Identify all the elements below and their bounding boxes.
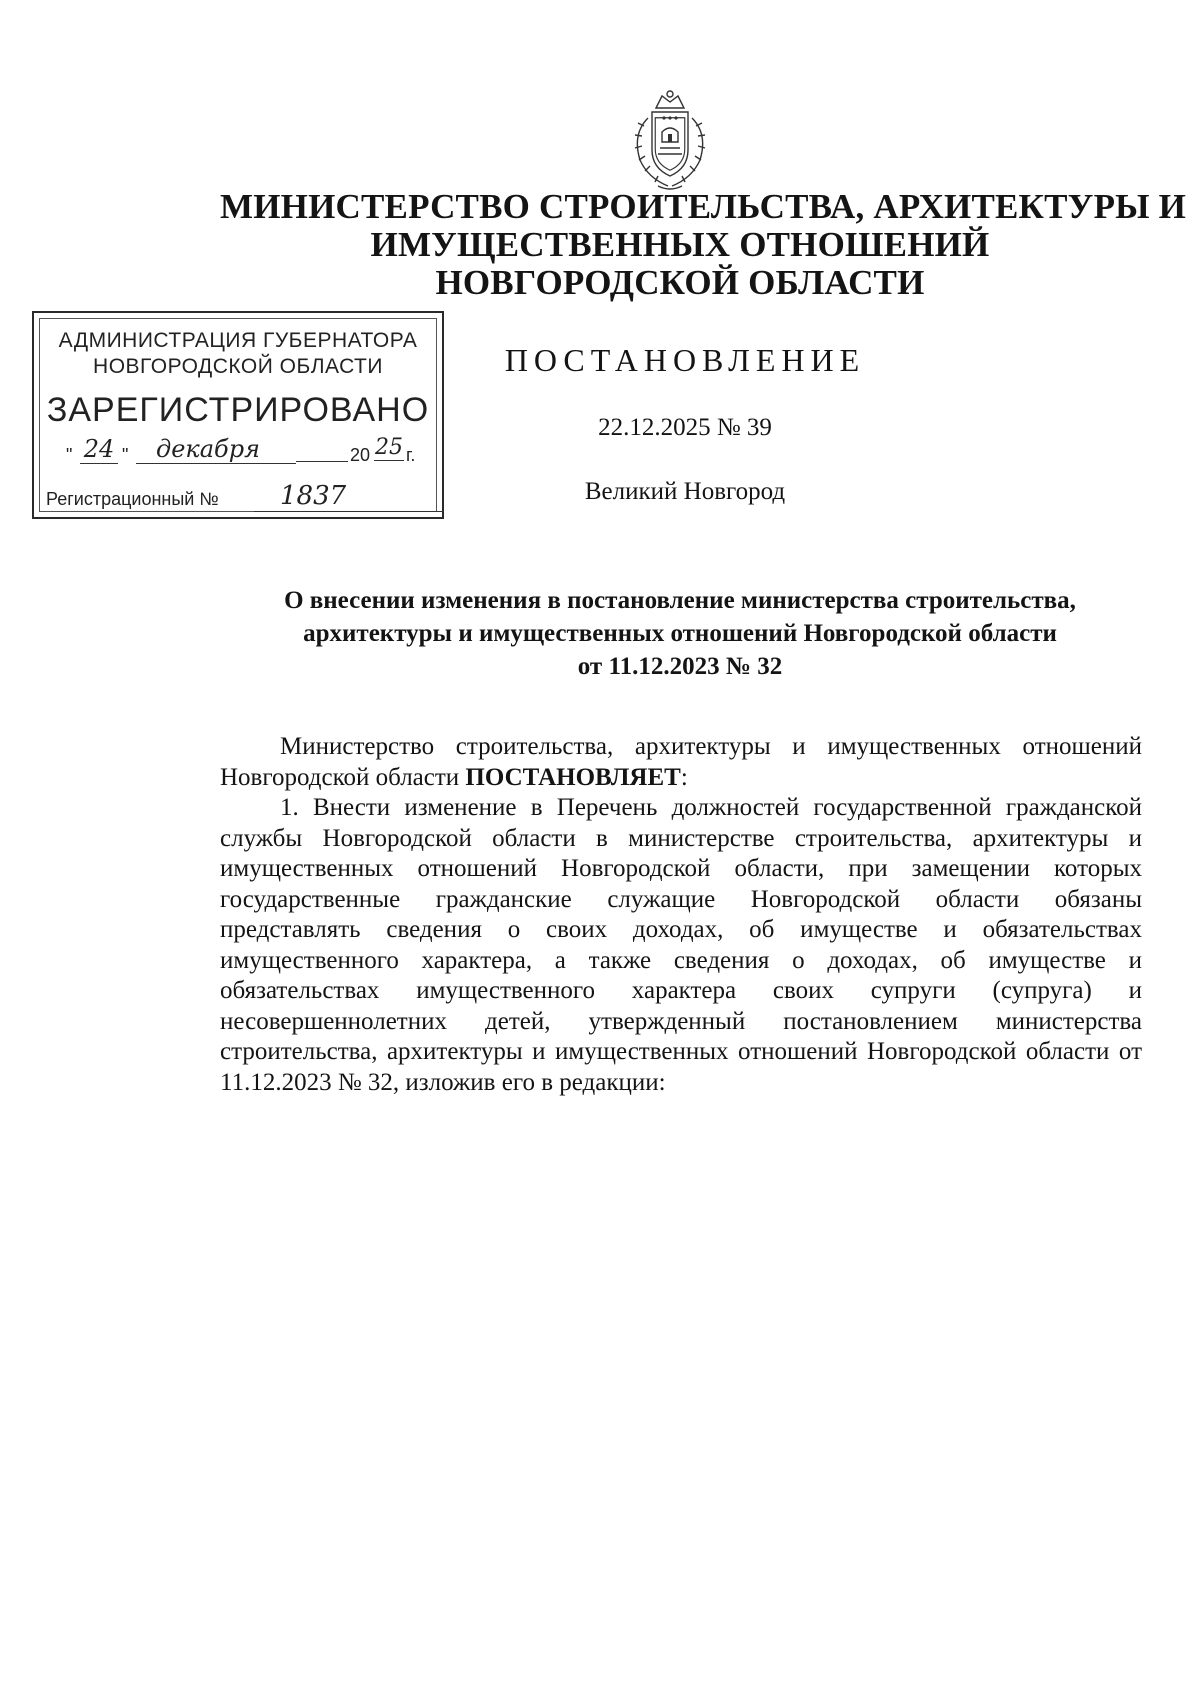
subject-line: О внесении изменения в постановление министерства строительства, bbox=[284, 587, 1076, 614]
ministry-title-line: НОВГОРОДСКОЙ ОБЛАСТИ bbox=[435, 263, 925, 302]
ministry-title bbox=[220, 187, 1187, 302]
stamp-blank-line bbox=[296, 461, 348, 462]
stamp-date-row bbox=[66, 437, 436, 471]
stamp-year-handwritten: 25 bbox=[375, 435, 403, 460]
document-subject bbox=[220, 584, 1140, 683]
ministry-title-line: МИНИСТЕРСТВО СТРОИТЕЛЬСТВА, АРХИТЕКТУРЫ И bbox=[220, 187, 1187, 226]
document-body bbox=[220, 732, 1142, 1098]
document-date-number: 22.12.2025 № 39 bbox=[598, 414, 772, 441]
stamp-registration-row bbox=[46, 483, 446, 513]
stamp-open-quote: " bbox=[66, 445, 73, 465]
stamp-year-prefix: 20 bbox=[350, 445, 371, 465]
document-city: Великий Новгород bbox=[584, 478, 786, 505]
stamp-inner-frame bbox=[39, 318, 437, 512]
stamp-status: ЗАРЕГИСТРИРОВАНО bbox=[46, 391, 430, 429]
registration-stamp bbox=[32, 311, 444, 519]
preamble-bold: ПОСТАНОВЛЯЕТ bbox=[465, 763, 681, 791]
stamp-reg-number-handwritten: 1837 bbox=[254, 481, 444, 512]
stamp-close-quote: " bbox=[122, 445, 129, 465]
stamp-authority-line1: АДМИНИСТРАЦИЯ ГУБЕРНАТОРА bbox=[58, 329, 418, 352]
subject-line: архитектуры и имущественных отношений Новгородской области bbox=[303, 620, 1057, 647]
document-type: ПОСТАНОВЛЕНИЕ bbox=[504, 342, 866, 378]
preamble-paragraph bbox=[220, 732, 1142, 793]
item-1-paragraph: 1. Внести изменение в Перечень должностей государственной гражданской службы Новгородской области в министерстве строительства, архитектуры и имущественных отношений Новгородской области, при замещении которых государственные гражданские служащие Новгородской области обязаны представлять сведения о своих доходах, об имуществе и обязательствах имущественного характера, а также сведения о доходах, об имуществе и обязательствах имущественного характера своих супруги (супруга) и несовершеннолетних детей, утвержденный постановлением министерства строительства, архитектуры и имущественных отношений Новгородской области от 11.12.2023 № 32, изложив его в редакции: bbox=[220, 794, 1142, 1096]
ministry-title-line: ИМУЩЕСТВЕННЫХ ОТНОШЕНИЙ bbox=[370, 225, 990, 264]
stamp-authority-line2: НОВГОРОДСКОЙ ОБЛАСТИ bbox=[93, 355, 383, 378]
stamp-month-handwritten: декабря bbox=[136, 435, 296, 464]
stamp-reg-label: Регистрационный № bbox=[46, 489, 219, 509]
subject-line: от 11.12.2023 № 32 bbox=[577, 653, 783, 680]
stamp-year-suffix: г. bbox=[406, 445, 416, 465]
preamble-text: Министерство строительства, архитектуры и имущественных отношений Новгородской области bbox=[220, 733, 1142, 791]
stamp-day-handwritten: 24 bbox=[80, 435, 118, 464]
coat-of-arms-icon bbox=[622, 88, 718, 194]
preamble-end: : bbox=[680, 763, 688, 791]
